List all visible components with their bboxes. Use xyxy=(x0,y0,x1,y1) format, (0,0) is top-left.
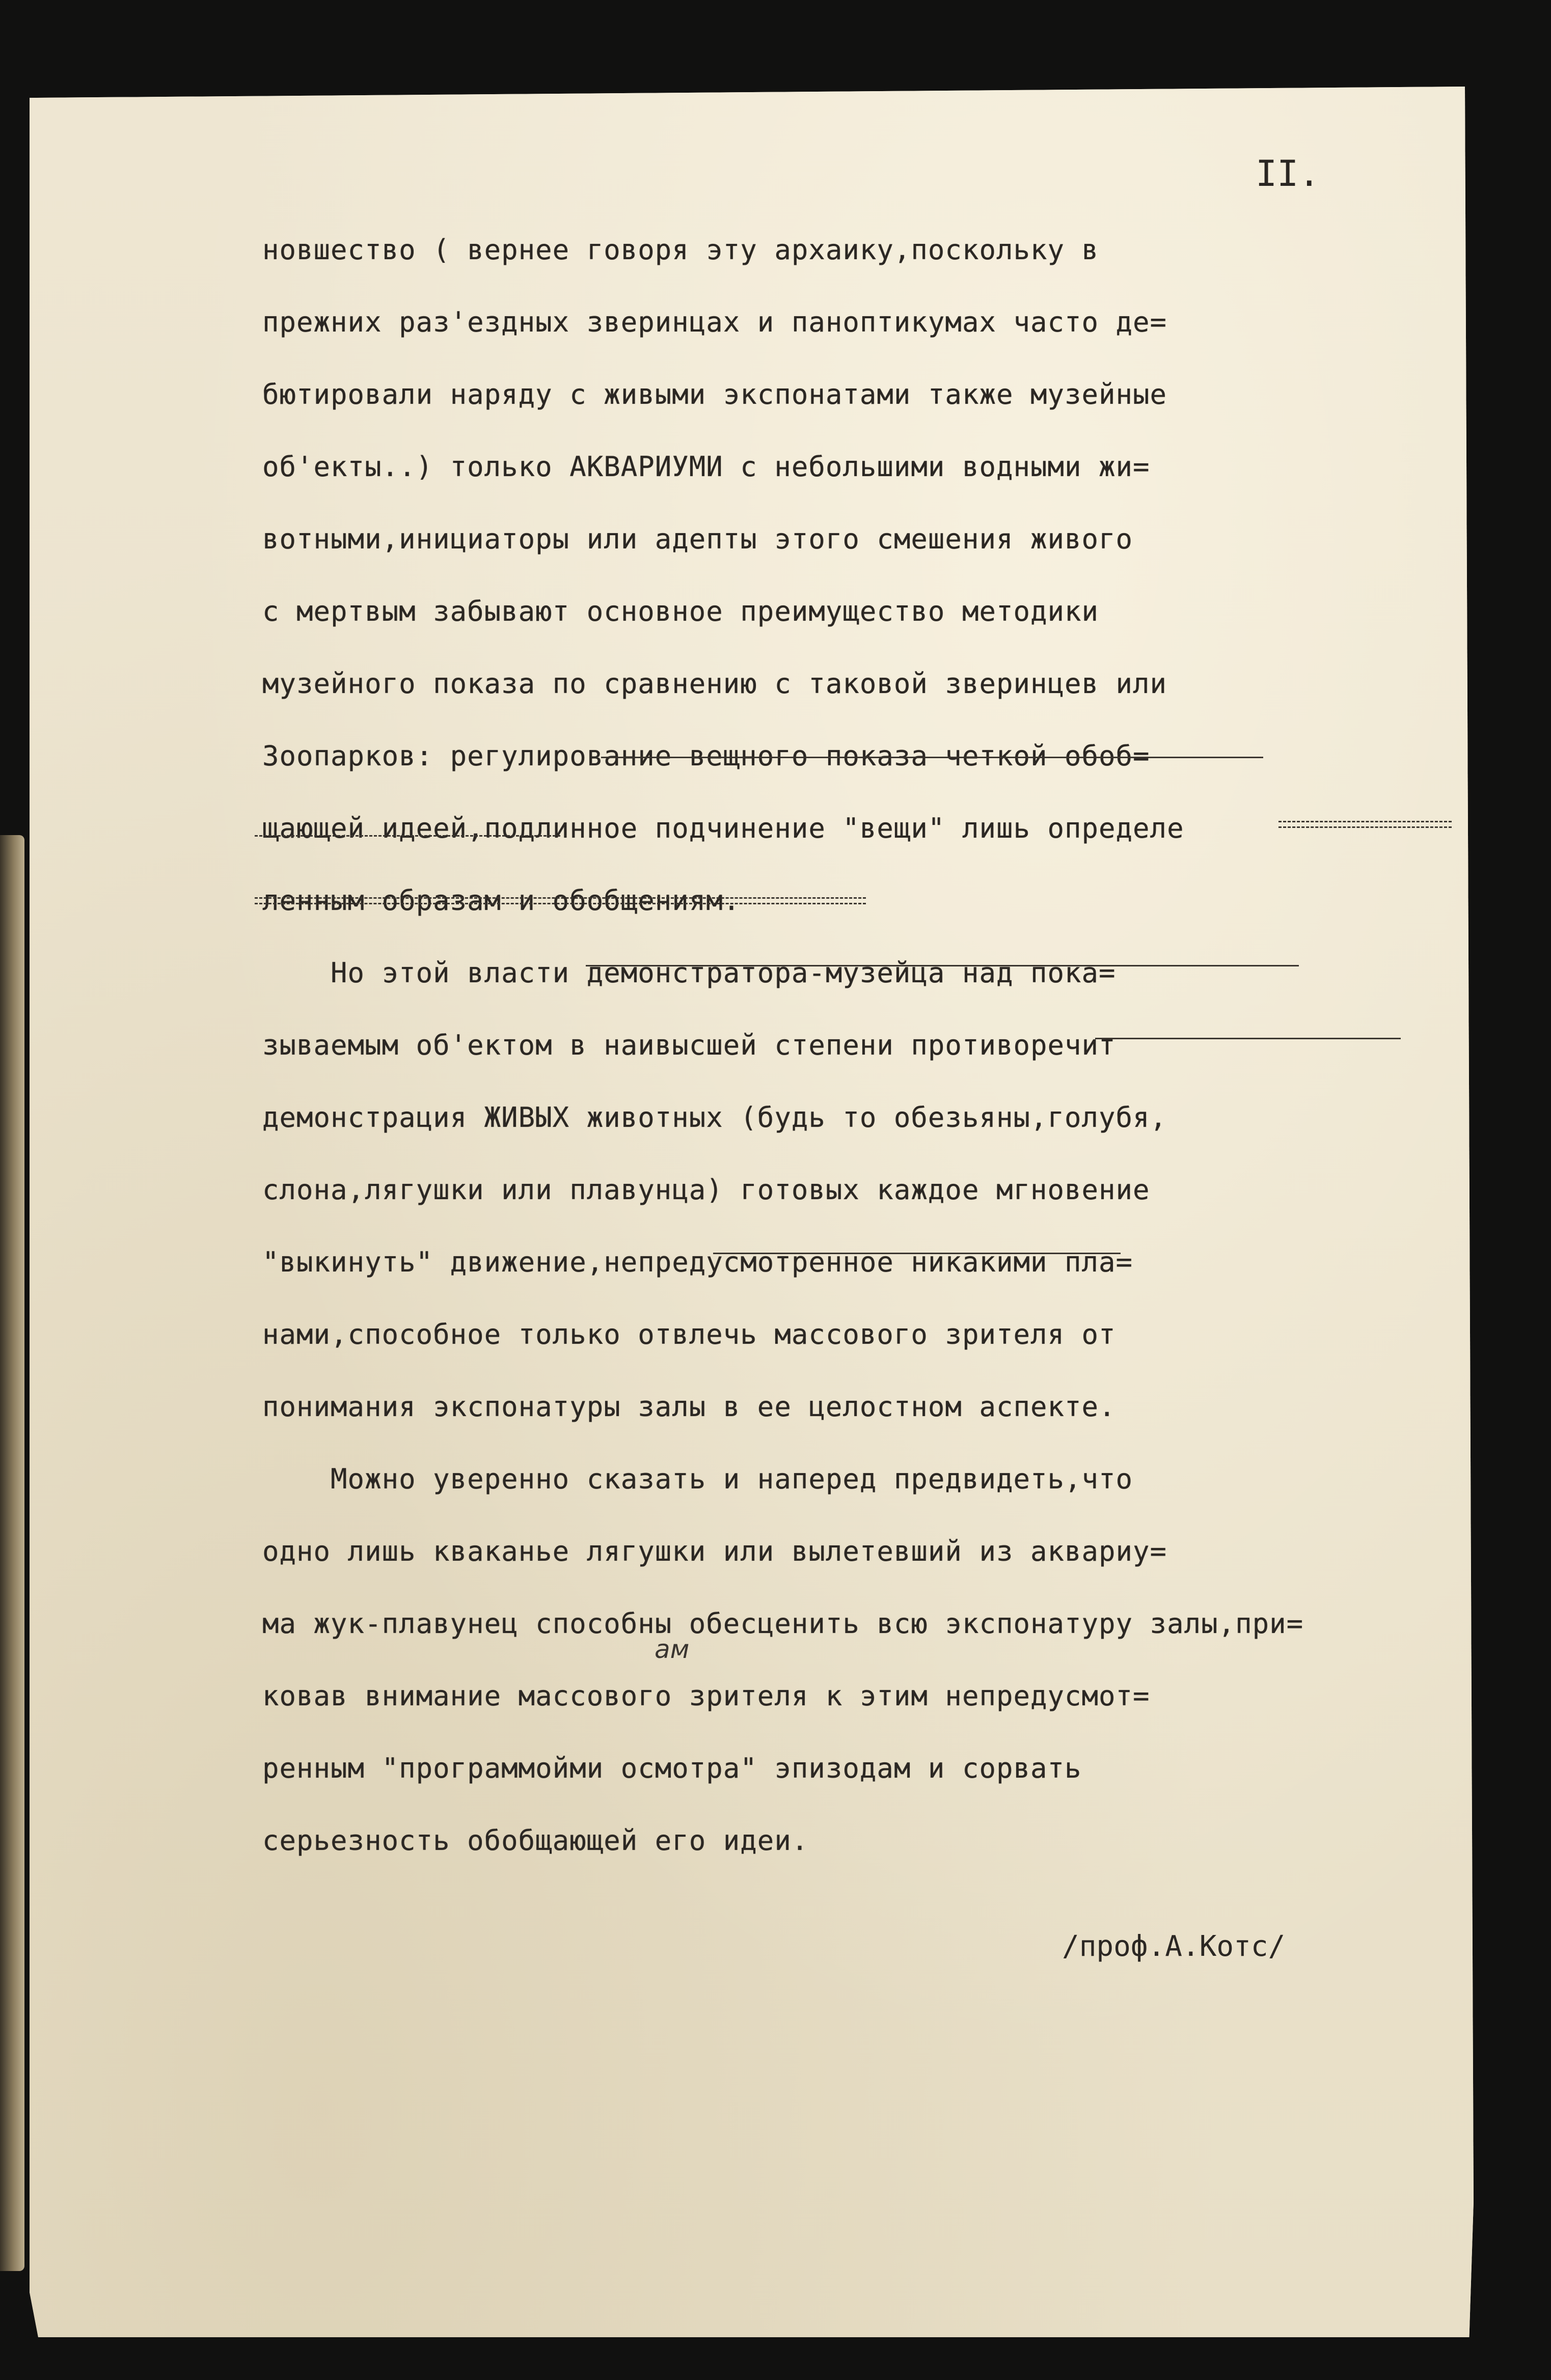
double-underline-mark xyxy=(1278,821,1452,828)
text-line: "выкинуть" движение,непредусмотренное никакими пла= xyxy=(262,1246,1133,1278)
text-line: ренным "программойми осмотра" эпизодам и сорвать xyxy=(262,1752,1082,1784)
typewritten-body xyxy=(262,214,1454,1877)
page-number: II. xyxy=(1256,153,1320,195)
underline-mark xyxy=(601,757,1263,758)
underline-mark xyxy=(586,965,1299,966)
text-line: серьезность обобщающей его идеи. xyxy=(262,1824,809,1857)
adjacent-page-edge xyxy=(0,835,24,2271)
underline-mark xyxy=(713,1253,1121,1254)
text-line: Можно уверенно сказать и наперед предвидеть,что xyxy=(262,1463,1133,1495)
text-line: демонстрация ЖИВЫХ животных (будь то обезьяны,голубя, xyxy=(262,1101,1167,1133)
text-line: бютировали наряду с живыми экспонатами также музейные xyxy=(262,378,1167,410)
underline-mark xyxy=(1095,1038,1401,1039)
text-line: слона,лягушки или плавунца) готовых каждое мгновение xyxy=(262,1174,1150,1206)
double-underline-mark xyxy=(255,897,866,904)
text-line: музейного показа по сравнению с таковой зверинцев или xyxy=(262,668,1167,700)
text-line: новшество ( вернее говоря эту архаику,поскольку в xyxy=(262,234,1099,266)
text-line: нами,способное только отвлечь массового зрителя от xyxy=(262,1318,1116,1350)
text-line: прежних раз'ездных зверинцах и паноптикумах часто де= xyxy=(262,306,1167,338)
text-line: зываемым об'ектом в наивысшей степени противоречит xyxy=(262,1029,1116,1061)
signature: /проф.А.Котс/ xyxy=(1062,1930,1286,1963)
text-line: об'екты..) только АКВАРИУМИ с небольшими водными жи= xyxy=(262,451,1150,483)
text-line: ма жук-плавунец способны обесценить всю экспонатуру залы,при= xyxy=(262,1608,1304,1640)
text-line: ленным образам и обобщениям. xyxy=(262,884,741,917)
text-line: одно лишь кваканье лягушки или вылетевший из аквариу= xyxy=(262,1535,1167,1567)
text-line: ковав внимание массового зрителя к этим непредусмот= xyxy=(262,1680,1150,1712)
text-line: с мертвым забывают основное преимущество методики xyxy=(262,595,1099,627)
text-line: Зоопарков: регулирование вещного показа четкой обоб= xyxy=(262,740,1150,772)
text-line: щающей идеей,подлинное подчинение "вещи" лишь определе xyxy=(262,812,1184,844)
text-line: понимания экспонатуры залы в ее целостном аспекте. xyxy=(262,1391,1116,1423)
underline-mark xyxy=(255,835,560,837)
handwritten-correction: ам xyxy=(655,1635,690,1664)
text-line: вотными,инициаторы или адепты этого смешения живого xyxy=(262,523,1133,555)
text-line: Но этой власти демонстратора-музейца над пока= xyxy=(262,957,1116,989)
